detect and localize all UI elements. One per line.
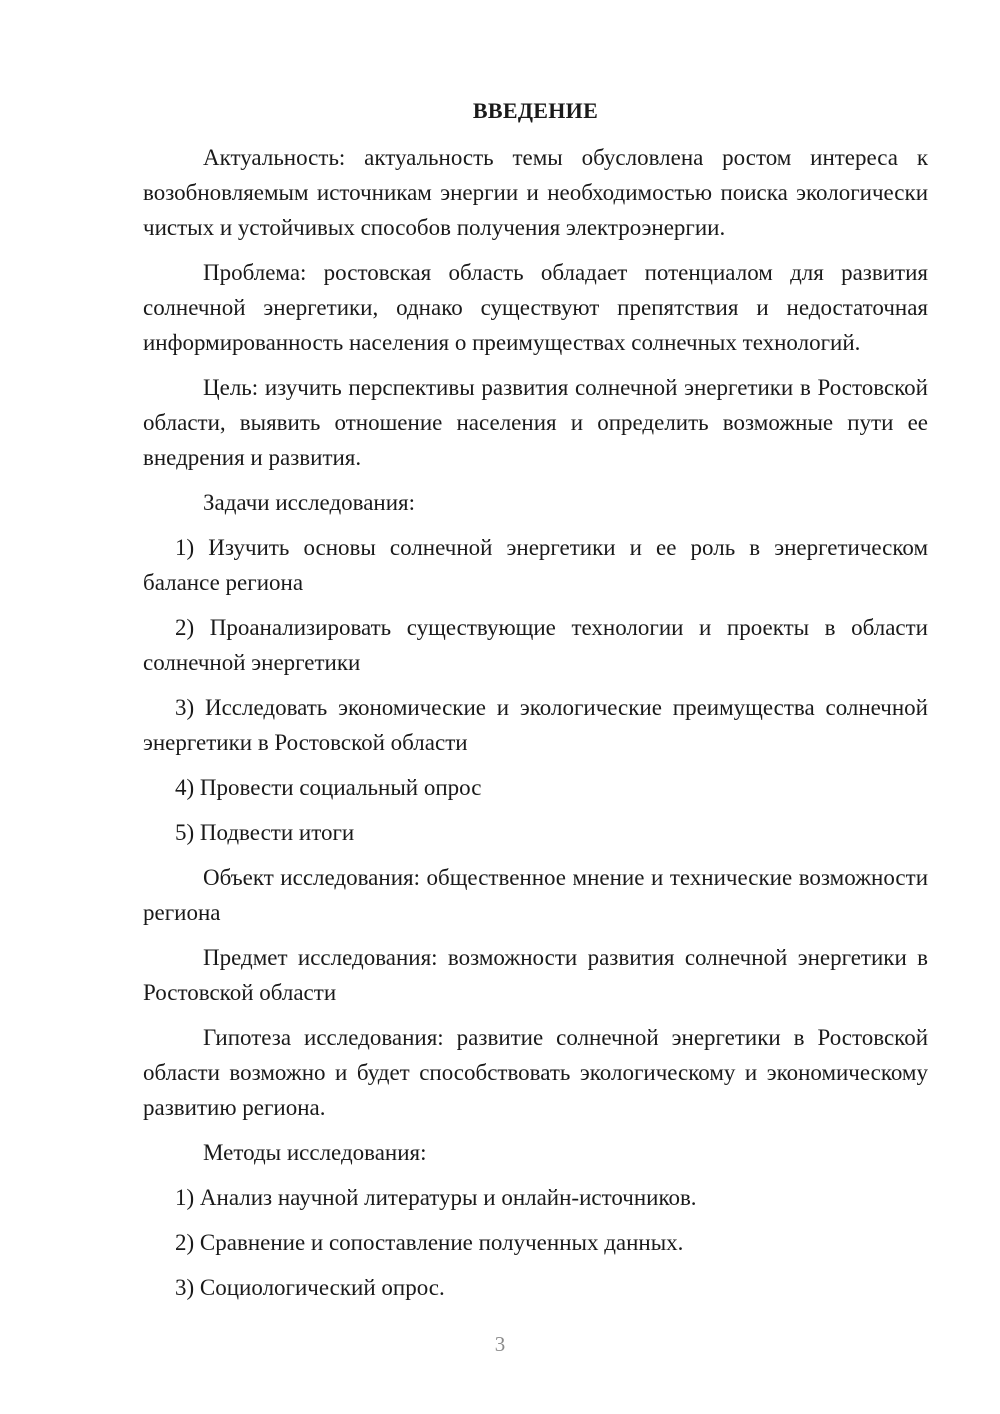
page-title: ВВЕДЕНИЕ	[472, 98, 599, 123]
page-content	[143, 96, 928, 1315]
task-item-5: 5) Подвести итоги	[175, 820, 355, 845]
page-number: 3	[494, 1332, 506, 1356]
task-item-4: 4) Провести социальный опрос	[175, 775, 482, 800]
hypothesis-paragraph: Гипотеза исследования: развитие солнечной энергетики в Ростовской области возможно и будет способствовать экологическому и экономическому развитию региона.	[143, 1025, 928, 1120]
object-paragraph: Объект исследования: общественное мнение и технические возможности региона	[143, 865, 928, 925]
task-item-2: 2) Проанализировать существующие технологии и проекты в области солнечной энергетики	[143, 615, 928, 675]
method-item-3: 3) Социологический опрос.	[175, 1275, 445, 1300]
relevance-paragraph: Актуальность: актуальность темы обусловлена ростом интереса к возобновляемым источникам энергии и необходимостью поиска экологически чистых и устойчивых способов получения электроэнергии.	[143, 145, 928, 240]
subject-paragraph: Предмет исследования: возможности развития солнечной энергетики в Ростовской области	[143, 945, 928, 1005]
method-item-1: 1) Анализ научной литературы и онлайн-источников.	[175, 1185, 697, 1210]
task-item-3: 3) Исследовать экономические и экологические преимущества солнечной энергетики в Ростовской области	[143, 695, 928, 755]
tasks-heading: Задачи исследования:	[203, 490, 416, 515]
goal-paragraph: Цель: изучить перспективы развития солнечной энергетики в Ростовской области, выявить отношение населения и определить возможные пути ее внедрения и развития.	[143, 375, 928, 470]
methods-heading: Методы исследования:	[203, 1140, 427, 1165]
problem-paragraph: Проблема: ростовская область обладает потенциалом для развития солнечной энергетики, однако существуют препятствия и недостаточная информированность населения о преимуществах солнечных технологий.	[143, 260, 928, 355]
method-item-2: 2) Сравнение и сопоставление полученных данных.	[175, 1230, 684, 1255]
task-item-1: 1) Изучить основы солнечной энергетики и ее роль в энергетическом балансе региона	[143, 535, 928, 595]
